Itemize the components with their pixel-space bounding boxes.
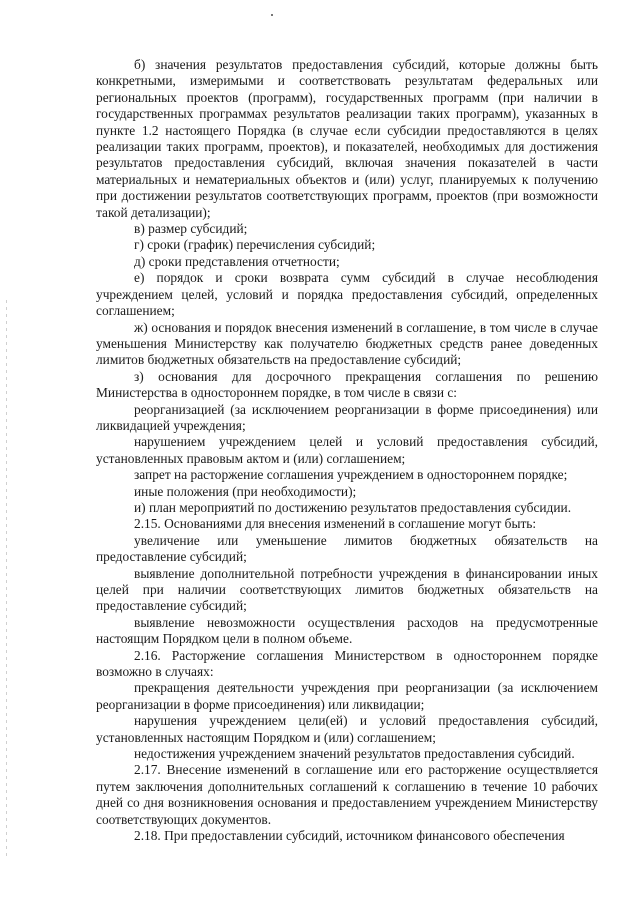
paragraph-g: г) сроки (график) перечисления субсидий; (134, 237, 376, 253)
paragraph-d: д) сроки представления отчетности; (134, 253, 340, 269)
paragraph-e: е) порядок и сроки возврата сумм субсидий в случае несоблюдения учреждением целей, условий и порядка предоставления субсидий, определенных соглашением; (96, 270, 598, 319)
scan-mark (271, 14, 273, 16)
paragraph-z: з) основания для досрочного прекращения соглашения по решению Министерства в одностороннем порядке, в том числе в связи с: (96, 368, 598, 401)
document-body (96, 57, 598, 845)
section-2-16-item-1: прекращения деятельности учреждения при реорганизации (за исключением реорганизации в форме присоединения) или ликвидации; (96, 680, 598, 712)
paragraph-zapret: запрет на расторжение соглашения учреждением в одностороннем порядке; (134, 467, 568, 483)
section-2-18: 2.18. При предоставлении субсидий, источником финансового обеспечения (134, 828, 565, 844)
section-2-16-item-3: недостижения учреждением значений результатов предоставления субсидий. (134, 746, 575, 762)
paragraph-b: б) значения результатов предоставления субсидий, которые должны быть конкретными, измеримыми и соответствовать результатам федеральных или региональных проектов (программ), государственных программ (при наличии в государственных программах результатов реализации таких программ), указанных в пункте 1.2 настоящего Порядка (в случае если субсидии предоставляются в целях реализации таких программ, проектов), и показателей, необходимых для достижения результатов предоставления субсидий, включая значения показателей в части материальных и нематериальных объектов и (или) услуг, планируемых к получению при достижении результатов соответствующих программ, проектов (при возможности такой детализации); (96, 57, 598, 220)
paragraph-z-item-1: реорганизацией (за исключением реорганизации в форме присоединения) или ликвидацией учреждения; (96, 401, 598, 433)
section-2-15: 2.15. Основаниями для внесения изменений в соглашение могут быть: (134, 516, 537, 532)
section-2-15-item-3: выявление невозможности осуществления расходов на предусмотренные настоящим Порядком цели в полном объеме. (96, 614, 598, 647)
section-2-17: 2.17. Внесение изменений в соглашение или его расторжение осуществляется путем заключения дополнительных соглашений к соглашению в течение 10 рабочих дней со дня возникновения основания и предоставлением учреждением Министерству соответствующих документов. (96, 762, 598, 827)
section-2-15-item-2: выявление дополнительной потребности учреждения в финансировании иных целей при наличии соответствующих лимитов бюджетных обязательств на предоставление субсидий; (96, 565, 598, 614)
section-2-16: 2.16. Расторжение соглашения Министерством в одностороннем порядке возможно в случаях: (96, 647, 598, 680)
scan-edge (6, 300, 7, 860)
paragraph-v: в) размер субсидий; (134, 221, 248, 237)
section-2-15-item-1: увеличение или уменьшение лимитов бюджетных обязательств на предоставление субсидий; (96, 532, 598, 565)
section-2-16-item-2: нарушения учреждением цели(ей) и условий предоставления субсидий, установленных настоящим Порядком и (или) соглашением; (96, 713, 598, 745)
paragraph-other: иные положения (при необходимости); (134, 483, 357, 499)
paragraph-zh: ж) основания и порядок внесения изменений в соглашение, в том числе в случае уменьшения Министерству как получателю бюджетных средств ранее доведенных лимитов бюджетных обязательств на предоставление субсидий; (96, 319, 598, 368)
paragraph-i: и) план мероприятий по достижению результатов предоставления субсидии. (134, 499, 572, 515)
paragraph-z-item-2: нарушением учреждением целей и условий предоставления субсидий, установленных правовым актом и (или) соглашением; (96, 434, 598, 466)
